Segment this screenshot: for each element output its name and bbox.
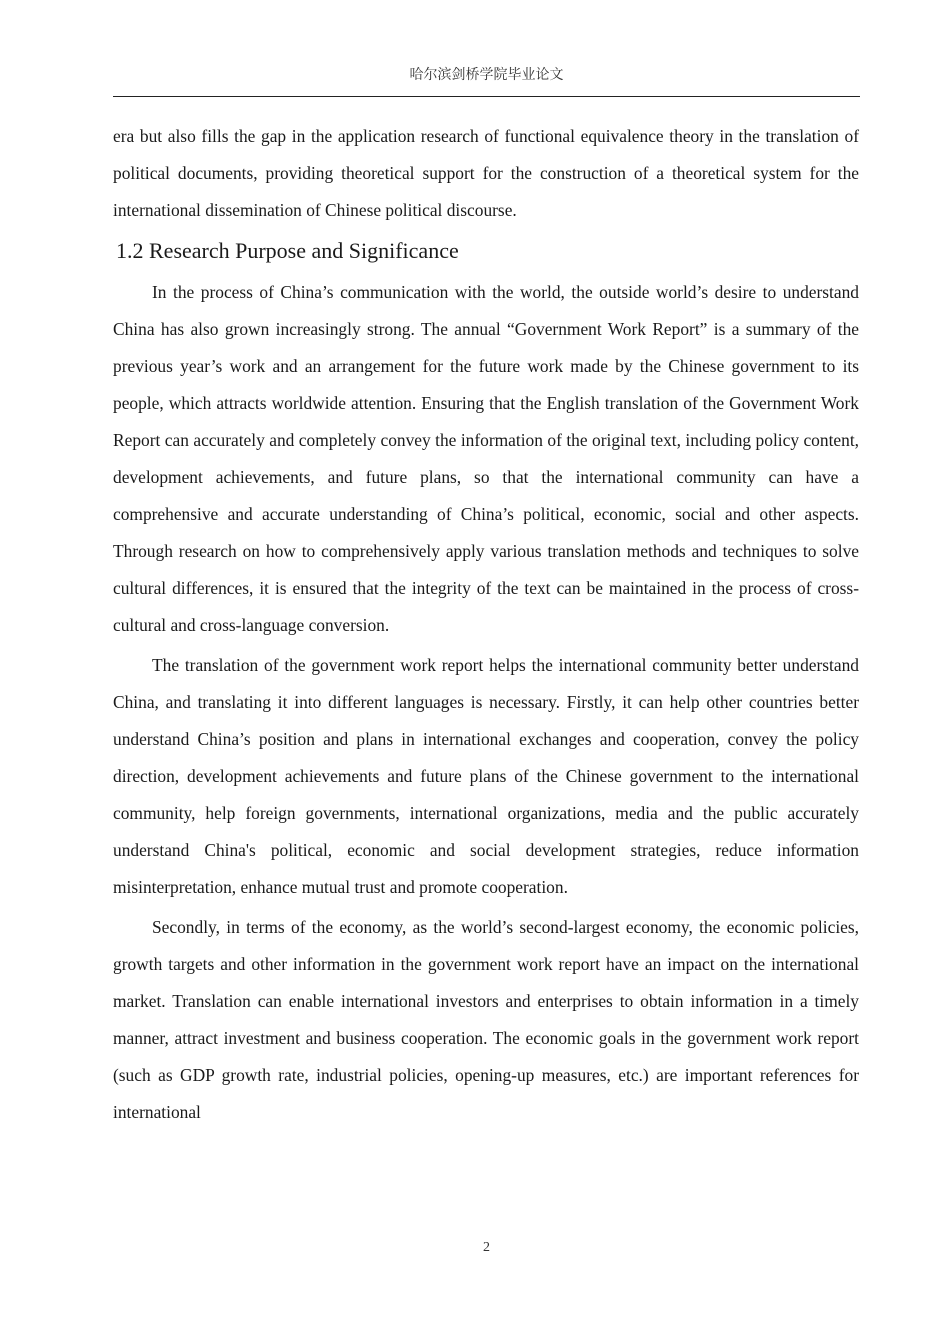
page-number: 2 <box>483 1240 490 1255</box>
continuation-paragraph: era but also fills the gap in the application research of functional equivalence theory in the translation of political documents, providing theoretical support for the construction of a theoretical system for the international dissemination of Chinese political discourse. <box>113 126 859 220</box>
body-paragraph: In the process of China’s communication with the world, the outside world’s desire to understand China has also grown increasingly strong. The annual “Government Work Report” is a summary of the previous year’s work and an arrangement for the future work made by the Chinese government to its people, which attracts worldwide attention. Ensuring that the English translation of the Government Work Report can accurately and completely convey the information of the original text, including policy content, development achievements, and future plans, so that the international community can have a comprehensive and accurate understanding of China’s political, economic, social and other aspects. Through research on how to comprehensively apply various translation methods and techniques to solve cultural differences, it is ensured that the integrity of the text can be maintained in the process of cross-cultural and cross-language conversion. <box>113 282 859 635</box>
body-text <box>113 118 859 1131</box>
body-paragraph: Secondly, in terms of the economy, as the world’s second-largest economy, the economic policies, growth targets and other information in the government work report have an impact on the international market. Translation can enable international investors and enterprises to obtain information in a timely manner, attract investment and business cooperation. The economic goals in the government work report (such as GDP growth rate, industrial policies, opening-up measures, etc.) are important references for international <box>113 917 859 1122</box>
running-header: 哈尔滨剑桥学院毕业论文 <box>409 67 564 83</box>
section-heading: 1.2 Research Purpose and Significance <box>116 238 459 263</box>
body-paragraph: The translation of the government work report helps the international community better understand China, and translating it into different languages is necessary. Firstly, it can help other countries better understand China’s position and plans in international exchanges and cooperation, convey the policy direction, development achievements and future plans of the Chinese government to the international community, help foreign governments, international organizations, media and the public accurately understand China's political, economic and social development strategies, reduce information misinterpretation, enhance mutual trust and promote cooperation. <box>113 655 859 897</box>
header-rule <box>113 96 860 97</box>
